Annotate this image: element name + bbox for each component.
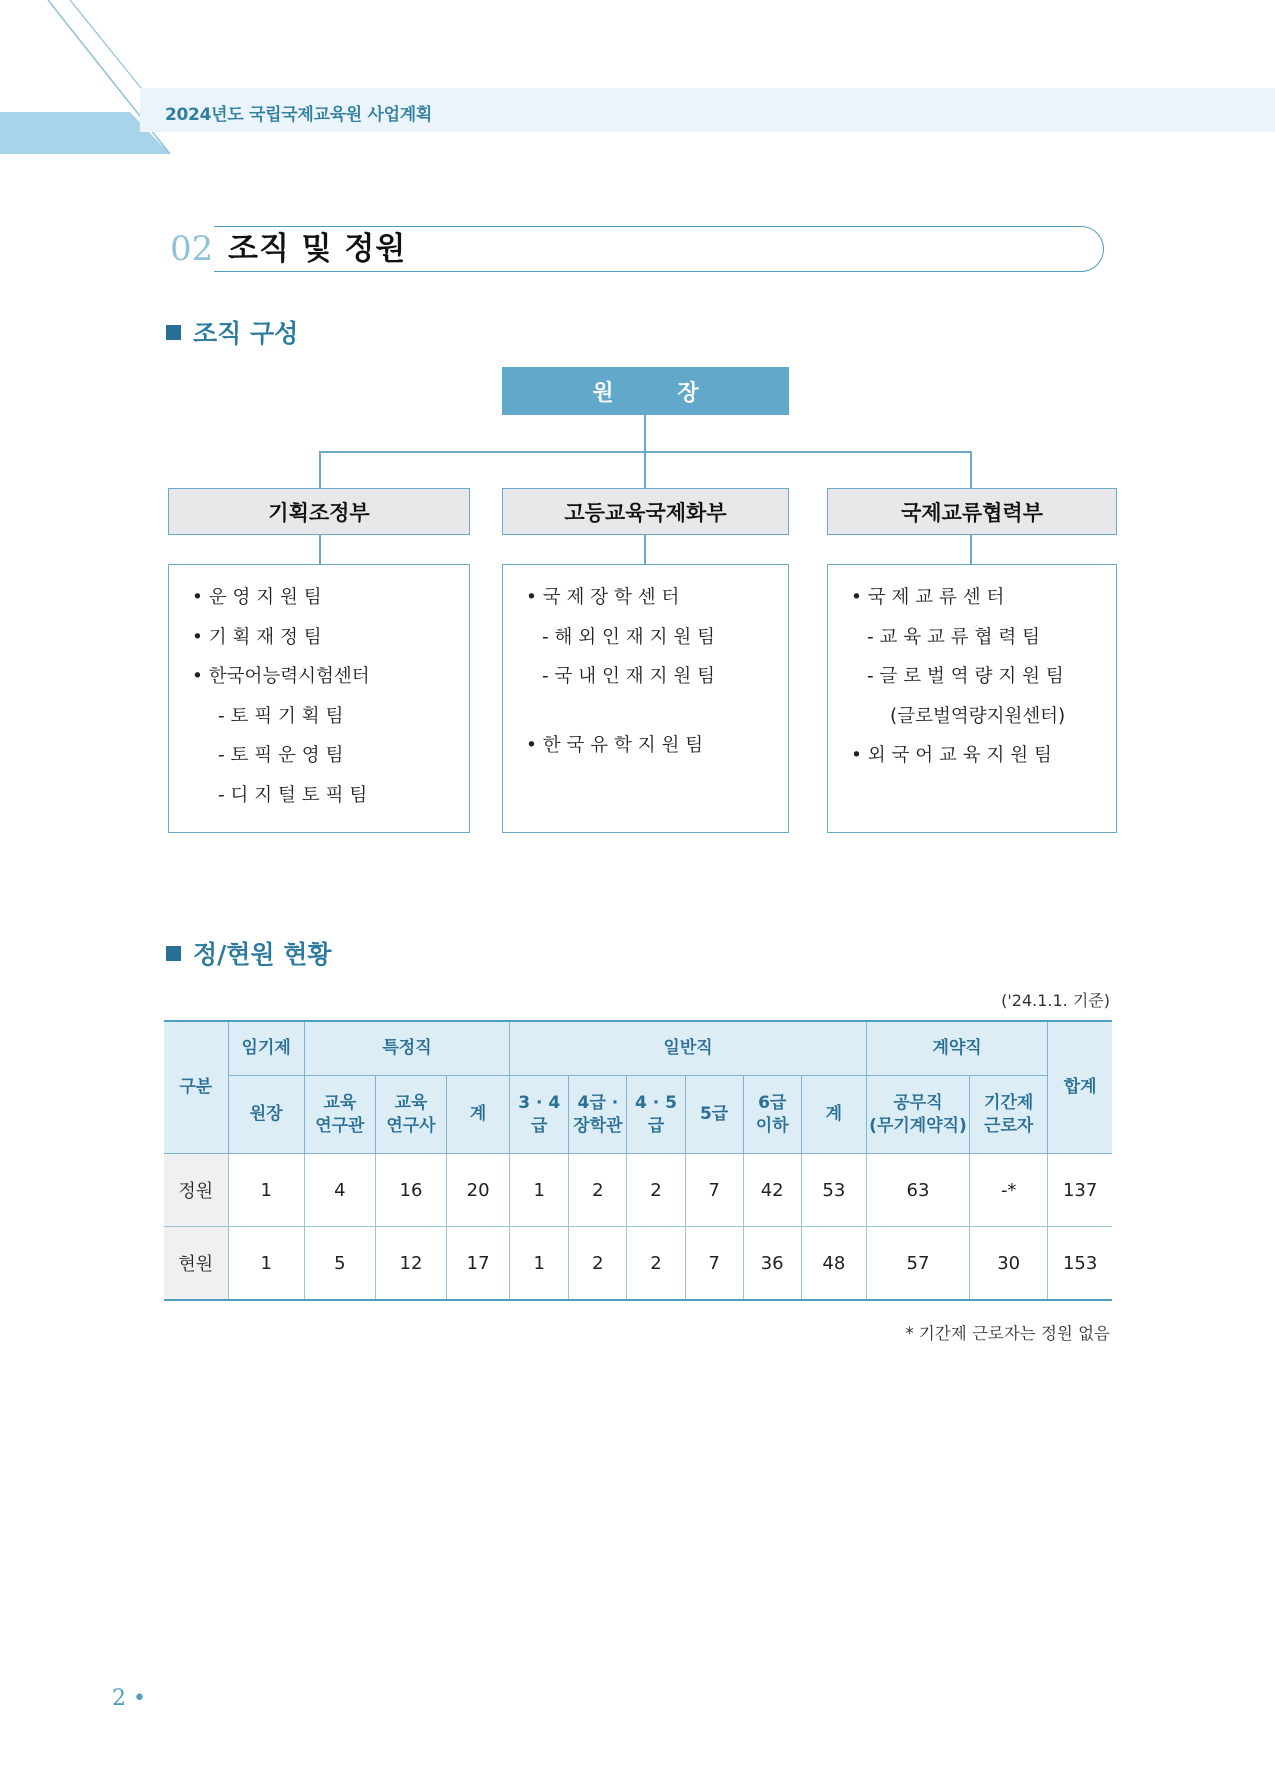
table-cell: 17 bbox=[447, 1227, 510, 1301]
dept-planning: 기획조정부 bbox=[168, 488, 470, 535]
table-cell: 137 bbox=[1048, 1154, 1112, 1227]
table-cell: 5 bbox=[304, 1227, 375, 1301]
table-cell: 1 bbox=[228, 1154, 304, 1227]
table-cell: 42 bbox=[743, 1154, 801, 1227]
subcol-header: 기간제 근로자 bbox=[970, 1076, 1048, 1154]
team-item: • 한국어능력시험센터 bbox=[192, 666, 370, 687]
staff-heading: 정/현원 현황 bbox=[166, 935, 332, 971]
document-header-title: 2024년도 국립국제교육원 사업계획 bbox=[165, 105, 432, 125]
section-title: 조직 및 정원 bbox=[228, 231, 407, 267]
group-header: 계약직 bbox=[866, 1021, 1047, 1076]
subcol-header: 5급 bbox=[685, 1076, 743, 1154]
page-number: 2 • bbox=[112, 1686, 146, 1711]
table-cell: 12 bbox=[375, 1227, 446, 1301]
team-item: • 국 제 장 학 센 터 bbox=[526, 587, 680, 608]
table-cell: 48 bbox=[801, 1227, 866, 1301]
table-cell: 7 bbox=[685, 1227, 743, 1301]
table-footnote: * 기간제 근로자는 정원 없음 bbox=[905, 1324, 1110, 1343]
table-cell: 20 bbox=[447, 1154, 510, 1227]
org-connector bbox=[970, 451, 972, 488]
section-number: 02 bbox=[170, 229, 214, 269]
table-cell: 16 bbox=[375, 1154, 446, 1227]
subcol-header: 3 · 4 급 bbox=[510, 1076, 569, 1154]
square-bullet-icon bbox=[166, 946, 181, 961]
table-cell: -* bbox=[970, 1154, 1048, 1227]
table-cell: 4 bbox=[304, 1154, 375, 1227]
dept-higher-education: 고등교육국제화부 bbox=[502, 488, 789, 535]
team-item: - 토 픽 기 획 팀 bbox=[218, 706, 344, 727]
reference-date-note: ('24.1.1. 기준) bbox=[1001, 991, 1110, 1010]
table-row-current bbox=[164, 1227, 1112, 1301]
subcol-header: 6급 이하 bbox=[743, 1076, 801, 1154]
team-item: • 국 제 교 류 센 터 bbox=[851, 587, 1005, 608]
table-cell: 2 bbox=[627, 1227, 685, 1301]
org-head-box: 원 장 bbox=[502, 367, 789, 415]
team-item: - 글 로 벌 역 량 지 원 팀 bbox=[867, 666, 1064, 687]
dept-international-exchange: 국제교류협력부 bbox=[827, 488, 1117, 535]
team-item: • 한 국 유 학 지 원 팀 bbox=[526, 735, 704, 756]
group-header: 임기제 bbox=[228, 1021, 304, 1076]
team-item: • 기 획 재 정 팀 bbox=[192, 627, 322, 648]
table-cell: 2 bbox=[569, 1227, 627, 1301]
subcol-header: 계 bbox=[447, 1076, 510, 1154]
table-cell: 1 bbox=[510, 1227, 569, 1301]
staffing-table bbox=[164, 1020, 1112, 1301]
row-label: 현원 bbox=[164, 1227, 228, 1301]
group-header: 일반직 bbox=[510, 1021, 867, 1076]
subcol-header: 원장 bbox=[228, 1076, 304, 1154]
team-item: - 토 픽 운 영 팀 bbox=[218, 745, 344, 766]
team-item: - 교 육 교 류 협 력 팀 bbox=[867, 627, 1040, 648]
subcol-header: 4급 · 장학관 bbox=[569, 1076, 627, 1154]
team-item: - 국 내 인 재 지 원 팀 bbox=[542, 666, 715, 687]
team-item: - 디 지 털 토 픽 팀 bbox=[218, 785, 368, 806]
table-cell: 7 bbox=[685, 1154, 743, 1227]
group-header: 특정직 bbox=[304, 1021, 509, 1076]
team-item: • 외 국 어 교 육 지 원 팀 bbox=[851, 745, 1052, 766]
org-connector bbox=[970, 535, 972, 564]
table-cell: 1 bbox=[228, 1227, 304, 1301]
team-item: (글로벌역량지원센터) bbox=[890, 706, 1066, 727]
table-cell: 2 bbox=[569, 1154, 627, 1227]
table-row-quota bbox=[164, 1154, 1112, 1227]
subcol-header: 교육 연구사 bbox=[375, 1076, 446, 1154]
table-cell: 53 bbox=[801, 1154, 866, 1227]
table-cell: 1 bbox=[510, 1154, 569, 1227]
table-cell: 2 bbox=[627, 1154, 685, 1227]
team-item: • 운 영 지 원 팀 bbox=[192, 587, 322, 608]
subcol-header: 계 bbox=[801, 1076, 866, 1154]
org-heading: 조직 구성 bbox=[166, 314, 298, 350]
subcol-header: 교육 연구관 bbox=[304, 1076, 375, 1154]
table-cell: 153 bbox=[1048, 1227, 1112, 1301]
org-connector bbox=[319, 451, 321, 488]
header-decoration bbox=[0, 0, 180, 160]
team-item: - 해 외 인 재 지 원 팀 bbox=[542, 627, 715, 648]
table-cell: 63 bbox=[866, 1154, 969, 1227]
col-header-category: 구분 bbox=[164, 1021, 228, 1154]
org-connector bbox=[319, 451, 971, 453]
subcol-header: 공무직 (무기계약직) bbox=[866, 1076, 969, 1154]
row-label: 정원 bbox=[164, 1154, 228, 1227]
table-cell: 57 bbox=[866, 1227, 969, 1301]
table-cell: 30 bbox=[970, 1227, 1048, 1301]
org-connector bbox=[319, 535, 321, 564]
subcol-header: 4 · 5 급 bbox=[627, 1076, 685, 1154]
org-connector bbox=[644, 535, 646, 564]
col-header-total: 합계 bbox=[1048, 1021, 1112, 1154]
table-cell: 36 bbox=[743, 1227, 801, 1301]
square-bullet-icon bbox=[166, 325, 181, 340]
